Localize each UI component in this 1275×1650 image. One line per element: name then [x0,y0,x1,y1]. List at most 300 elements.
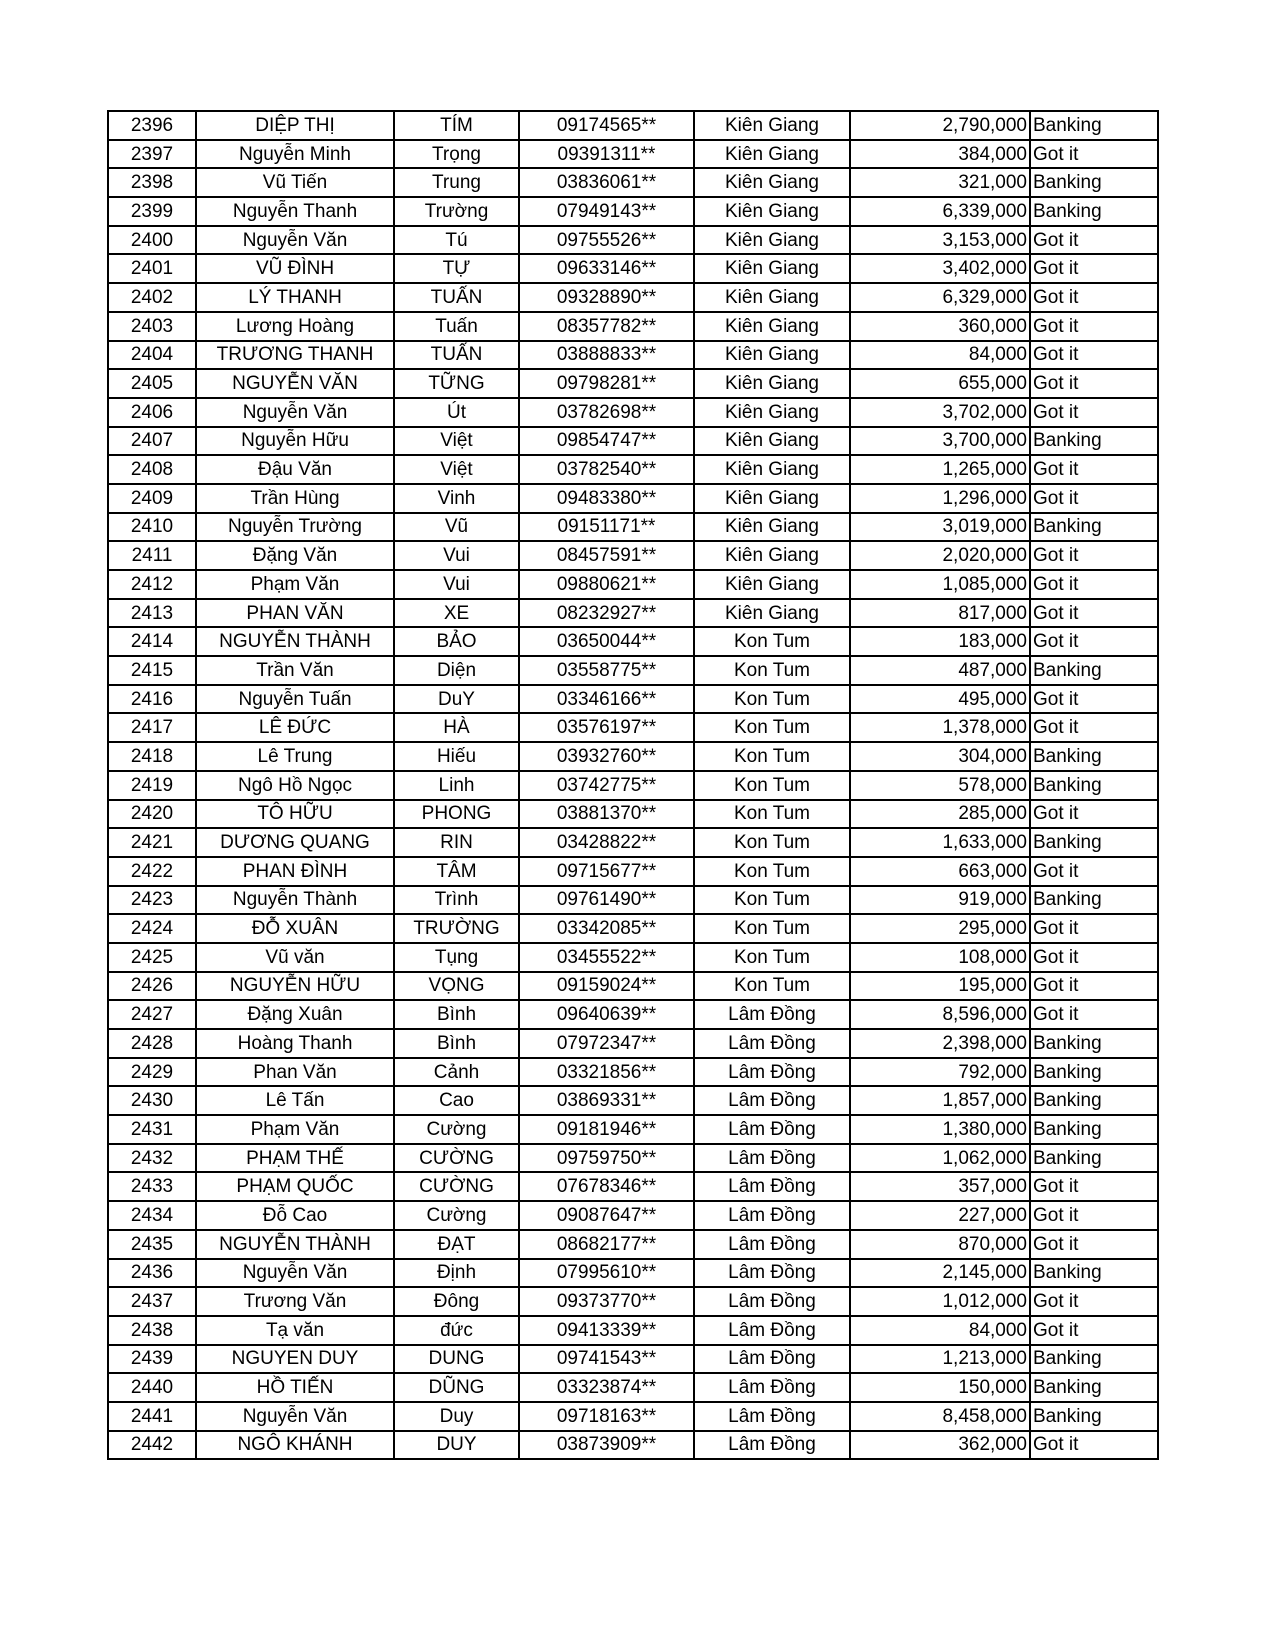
cell-last-name: Hiếu [394,742,519,771]
cell-status: Got it [1030,283,1158,312]
cell-phone-masked: 09718163** [519,1402,694,1431]
cell-row-number: 2420 [108,800,196,829]
cell-status: Got it [1030,857,1158,886]
cell-province: Kiên Giang [694,111,850,140]
cell-phone-masked: 09328890** [519,283,694,312]
table-row [108,1172,1158,1201]
cell-amount: 1,633,000 [850,828,1030,857]
cell-first-middle-name: DƯƠNG QUANG [196,828,394,857]
cell-phone-masked: 07972347** [519,1029,694,1058]
cell-phone-masked: 08232927** [519,599,694,628]
table-row [108,283,1158,312]
table-row [108,541,1158,570]
cell-province: Kiên Giang [694,398,850,427]
cell-phone-masked: 08682177** [519,1230,694,1259]
cell-last-name: Định [394,1259,519,1288]
cell-amount: 2,145,000 [850,1259,1030,1288]
cell-status: Banking [1030,771,1158,800]
cell-first-middle-name: Nguyễn Thành [196,886,394,915]
cell-phone-masked: 08357782** [519,312,694,341]
cell-status: Got it [1030,1201,1158,1230]
cell-row-number: 2438 [108,1316,196,1345]
cell-amount: 8,596,000 [850,1000,1030,1029]
table-row [108,1029,1158,1058]
cell-status: Got it [1030,1287,1158,1316]
cell-phone-masked: 09159024** [519,972,694,1001]
table-row [108,972,1158,1001]
cell-status: Got it [1030,254,1158,283]
cell-first-middle-name: Phạm Văn [196,1115,394,1144]
cell-status: Got it [1030,713,1158,742]
cell-amount: 792,000 [850,1058,1030,1087]
cell-last-name: TÂM [394,857,519,886]
cell-amount: 663,000 [850,857,1030,886]
cell-first-middle-name: PHẠM THẾ [196,1144,394,1173]
table-row [108,398,1158,427]
cell-row-number: 2413 [108,599,196,628]
table-row [108,369,1158,398]
cell-row-number: 2409 [108,484,196,513]
cell-last-name: TỮNG [394,369,519,398]
cell-status: Got it [1030,455,1158,484]
table-row [108,226,1158,255]
cell-phone-masked: 03932760** [519,742,694,771]
cell-first-middle-name: Nguyễn Thanh [196,197,394,226]
cell-province: Kiên Giang [694,427,850,456]
table-row [108,1086,1158,1115]
cell-first-middle-name: NGÔ KHÁNH [196,1431,394,1460]
cell-phone-masked: 03881370** [519,800,694,829]
cell-first-middle-name: Đặng Xuân [196,1000,394,1029]
cell-province: Kon Tum [694,828,850,857]
cell-amount: 360,000 [850,312,1030,341]
cell-status: Banking [1030,656,1158,685]
cell-status: Banking [1030,1373,1158,1402]
cell-phone-masked: 09880621** [519,570,694,599]
cell-last-name: DUNG [394,1345,519,1374]
cell-province: Lâm Đồng [694,1230,850,1259]
cell-phone-masked: 09181946** [519,1115,694,1144]
cell-status: Got it [1030,1172,1158,1201]
cell-phone-masked: 09391311** [519,140,694,169]
cell-phone-masked: 07949143** [519,197,694,226]
cell-last-name: DŨNG [394,1373,519,1402]
table-row [108,1201,1158,1230]
cell-province: Lâm Đồng [694,1144,850,1173]
cell-last-name: Đông [394,1287,519,1316]
cell-first-middle-name: Lương Hoàng [196,312,394,341]
table-row [108,914,1158,943]
cell-phone-masked: 03782698** [519,398,694,427]
cell-row-number: 2435 [108,1230,196,1259]
cell-phone-masked: 09151171** [519,513,694,542]
table-row [108,857,1158,886]
table-row [108,484,1158,513]
table-row [108,800,1158,829]
cell-last-name: Trung [394,168,519,197]
cell-status: Got it [1030,599,1158,628]
cell-province: Kiên Giang [694,369,850,398]
cell-row-number: 2429 [108,1058,196,1087]
cell-last-name: Vui [394,541,519,570]
cell-first-middle-name: TÔ HỮU [196,800,394,829]
cell-first-middle-name: Lê Tấn [196,1086,394,1115]
cell-amount: 495,000 [850,685,1030,714]
cell-amount: 1,062,000 [850,1144,1030,1173]
cell-province: Lâm Đồng [694,1058,850,1087]
cell-phone-masked: 09854747** [519,427,694,456]
cell-first-middle-name: PHAN ĐÌNH [196,857,394,886]
cell-amount: 183,000 [850,627,1030,656]
cell-amount: 1,380,000 [850,1115,1030,1144]
cell-province: Kiên Giang [694,312,850,341]
cell-phone-masked: 03455522** [519,943,694,972]
table-row [108,1000,1158,1029]
cell-last-name: Cường [394,1115,519,1144]
cell-row-number: 2432 [108,1144,196,1173]
cell-row-number: 2428 [108,1029,196,1058]
cell-province: Lâm Đồng [694,1316,850,1345]
cell-province: Lâm Đồng [694,1201,850,1230]
cell-province: Kon Tum [694,886,850,915]
cell-province: Kiên Giang [694,541,850,570]
table-row [108,140,1158,169]
table-row [108,1287,1158,1316]
cell-amount: 1,296,000 [850,484,1030,513]
cell-phone-masked: 09798281** [519,369,694,398]
cell-amount: 84,000 [850,341,1030,370]
cell-status: Banking [1030,1345,1158,1374]
cell-last-name: BẢO [394,627,519,656]
cell-status: Banking [1030,1144,1158,1173]
cell-last-name: Tụng [394,943,519,972]
cell-last-name: Việt [394,455,519,484]
cell-province: Kiên Giang [694,254,850,283]
cell-amount: 6,329,000 [850,283,1030,312]
table-row [108,427,1158,456]
table-row [108,1431,1158,1460]
cell-amount: 1,012,000 [850,1287,1030,1316]
cell-province: Kon Tum [694,713,850,742]
cell-status: Banking [1030,111,1158,140]
cell-first-middle-name: Lê Trung [196,742,394,771]
cell-amount: 578,000 [850,771,1030,800]
cell-amount: 919,000 [850,886,1030,915]
table-row [108,685,1158,714]
cell-last-name: Tuấn [394,312,519,341]
cell-amount: 362,000 [850,1431,1030,1460]
cell-last-name: PHONG [394,800,519,829]
cell-first-middle-name: Đậu Văn [196,455,394,484]
cell-last-name: XE [394,599,519,628]
cell-phone-masked: 03321856** [519,1058,694,1087]
cell-province: Kon Tum [694,627,850,656]
cell-amount: 817,000 [850,599,1030,628]
cell-phone-masked: 03558775** [519,656,694,685]
cell-row-number: 2411 [108,541,196,570]
cell-row-number: 2399 [108,197,196,226]
cell-status: Got it [1030,800,1158,829]
cell-last-name: VỌNG [394,972,519,1001]
table-row [108,886,1158,915]
table-row [108,1259,1158,1288]
cell-amount: 108,000 [850,943,1030,972]
cell-row-number: 2412 [108,570,196,599]
cell-last-name: Cao [394,1086,519,1115]
table-row [108,312,1158,341]
cell-status: Got it [1030,570,1158,599]
cell-row-number: 2431 [108,1115,196,1144]
cell-status: Got it [1030,1431,1158,1460]
cell-first-middle-name: Phạm Văn [196,570,394,599]
cell-row-number: 2417 [108,713,196,742]
cell-amount: 295,000 [850,914,1030,943]
cell-last-name: HÀ [394,713,519,742]
cell-status: Banking [1030,168,1158,197]
cell-province: Lâm Đồng [694,1115,850,1144]
cell-province: Kiên Giang [694,197,850,226]
cell-first-middle-name: NGUYỄN THÀNH [196,1230,394,1259]
cell-status: Got it [1030,943,1158,972]
cell-first-middle-name: Nguyễn Tuấn [196,685,394,714]
cell-status: Banking [1030,1086,1158,1115]
cell-phone-masked: 03428822** [519,828,694,857]
cell-row-number: 2400 [108,226,196,255]
table-row [108,1316,1158,1345]
cell-province: Kiên Giang [694,513,850,542]
cell-first-middle-name: Nguyễn Trường [196,513,394,542]
recipients-table [107,110,1159,1460]
cell-status: Got it [1030,685,1158,714]
cell-amount: 285,000 [850,800,1030,829]
cell-phone-masked: 09715677** [519,857,694,886]
cell-phone-masked: 09640639** [519,1000,694,1029]
table-row [108,1402,1158,1431]
table-row [108,254,1158,283]
cell-first-middle-name: Trần Văn [196,656,394,685]
cell-amount: 655,000 [850,369,1030,398]
cell-amount: 357,000 [850,1172,1030,1201]
cell-phone-masked: 03342085** [519,914,694,943]
cell-row-number: 2437 [108,1287,196,1316]
table-row [108,570,1158,599]
cell-province: Kiên Giang [694,168,850,197]
cell-first-middle-name: VŨ ĐÌNH [196,254,394,283]
cell-last-name: Cường [394,1201,519,1230]
cell-amount: 150,000 [850,1373,1030,1402]
table-row [108,197,1158,226]
cell-phone-masked: 03650044** [519,627,694,656]
cell-phone-masked: 09174565** [519,111,694,140]
cell-first-middle-name: NGUYỄN VĂN [196,369,394,398]
cell-row-number: 2398 [108,168,196,197]
cell-first-middle-name: NGUYỄN HỮU [196,972,394,1001]
cell-row-number: 2430 [108,1086,196,1115]
cell-status: Got it [1030,398,1158,427]
table-row [108,627,1158,656]
cell-row-number: 2406 [108,398,196,427]
cell-phone-masked: 09761490** [519,886,694,915]
cell-amount: 84,000 [850,1316,1030,1345]
cell-last-name: Duy [394,1402,519,1431]
cell-province: Kon Tum [694,685,850,714]
cell-last-name: CƯỜNG [394,1144,519,1173]
table-row [108,341,1158,370]
table-row [108,168,1158,197]
cell-status: Got it [1030,1316,1158,1345]
cell-first-middle-name: LÊ ĐỨC [196,713,394,742]
cell-last-name: TUẤN [394,283,519,312]
cell-province: Lâm Đồng [694,1431,850,1460]
cell-province: Kon Tum [694,972,850,1001]
table-row [108,1115,1158,1144]
cell-first-middle-name: Tạ văn [196,1316,394,1345]
cell-row-number: 2424 [108,914,196,943]
cell-last-name: ĐẠT [394,1230,519,1259]
cell-last-name: Vinh [394,484,519,513]
cell-status: Got it [1030,1000,1158,1029]
cell-amount: 487,000 [850,656,1030,685]
cell-row-number: 2442 [108,1431,196,1460]
cell-status: Got it [1030,627,1158,656]
cell-amount: 870,000 [850,1230,1030,1259]
cell-province: Kiên Giang [694,570,850,599]
cell-province: Kon Tum [694,943,850,972]
cell-amount: 321,000 [850,168,1030,197]
cell-phone-masked: 03782540** [519,455,694,484]
cell-first-middle-name: PHAN VĂN [196,599,394,628]
cell-last-name: TÍM [394,111,519,140]
cell-last-name: DuY [394,685,519,714]
table-row [108,828,1158,857]
cell-first-middle-name: Ngô Hồ Ngọc [196,771,394,800]
table-row [108,1058,1158,1087]
table-row [108,943,1158,972]
cell-province: Lâm Đồng [694,1402,850,1431]
cell-status: Banking [1030,886,1158,915]
table-row [108,1373,1158,1402]
table-row [108,455,1158,484]
cell-row-number: 2436 [108,1259,196,1288]
table-row [108,713,1158,742]
cell-amount: 1,857,000 [850,1086,1030,1115]
cell-row-number: 2415 [108,656,196,685]
table-row [108,771,1158,800]
cell-last-name: TUẤN [394,341,519,370]
cell-last-name: Út [394,398,519,427]
cell-amount: 3,153,000 [850,226,1030,255]
cell-status: Banking [1030,1259,1158,1288]
cell-row-number: 2422 [108,857,196,886]
cell-phone-masked: 09755526** [519,226,694,255]
cell-status: Banking [1030,1115,1158,1144]
cell-last-name: Trường [394,197,519,226]
table-row [108,656,1158,685]
cell-phone-masked: 09373770** [519,1287,694,1316]
table-row [108,111,1158,140]
cell-row-number: 2401 [108,254,196,283]
cell-row-number: 2403 [108,312,196,341]
cell-amount: 2,020,000 [850,541,1030,570]
cell-status: Banking [1030,427,1158,456]
cell-row-number: 2402 [108,283,196,312]
cell-phone-masked: 09483380** [519,484,694,513]
cell-amount: 3,019,000 [850,513,1030,542]
cell-row-number: 2407 [108,427,196,456]
cell-province: Lâm Đồng [694,1086,850,1115]
cell-row-number: 2439 [108,1345,196,1374]
cell-row-number: 2418 [108,742,196,771]
cell-status: Banking [1030,197,1158,226]
cell-first-middle-name: Nguyễn Hữu [196,427,394,456]
cell-row-number: 2414 [108,627,196,656]
cell-province: Kon Tum [694,771,850,800]
cell-first-middle-name: PHẠM QUỐC [196,1172,394,1201]
cell-row-number: 2421 [108,828,196,857]
cell-amount: 3,702,000 [850,398,1030,427]
cell-last-name: Diện [394,656,519,685]
cell-phone-masked: 09741543** [519,1345,694,1374]
cell-last-name: Vui [394,570,519,599]
cell-amount: 304,000 [850,742,1030,771]
cell-first-middle-name: ĐỖ XUÂN [196,914,394,943]
table-body [108,111,1158,1459]
table-row [108,513,1158,542]
cell-amount: 1,085,000 [850,570,1030,599]
cell-last-name: TỰ [394,254,519,283]
cell-last-name: Việt [394,427,519,456]
cell-row-number: 2396 [108,111,196,140]
cell-status: Got it [1030,972,1158,1001]
cell-row-number: 2405 [108,369,196,398]
cell-row-number: 2433 [108,1172,196,1201]
cell-row-number: 2419 [108,771,196,800]
cell-phone-masked: 09759750** [519,1144,694,1173]
cell-last-name: TRƯỜNG [394,914,519,943]
cell-last-name: Vũ [394,513,519,542]
cell-last-name: Bình [394,1029,519,1058]
table-row [108,599,1158,628]
cell-phone-masked: 07995610** [519,1259,694,1288]
cell-row-number: 2404 [108,341,196,370]
cell-row-number: 2416 [108,685,196,714]
cell-first-middle-name: Vũ văn [196,943,394,972]
cell-province: Kon Tum [694,742,850,771]
cell-first-middle-name: Nguyễn Văn [196,226,394,255]
cell-first-middle-name: Trương Văn [196,1287,394,1316]
cell-first-middle-name: Vũ Tiến [196,168,394,197]
cell-first-middle-name: Đặng Văn [196,541,394,570]
cell-status: Got it [1030,914,1158,943]
cell-phone-masked: 03873909** [519,1431,694,1460]
cell-last-name: đức [394,1316,519,1345]
cell-first-middle-name: Nguyễn Văn [196,1402,394,1431]
cell-first-middle-name: Phan Văn [196,1058,394,1087]
cell-status: Banking [1030,742,1158,771]
cell-amount: 3,402,000 [850,254,1030,283]
cell-status: Got it [1030,484,1158,513]
cell-phone-masked: 07678346** [519,1172,694,1201]
cell-province: Lâm Đồng [694,1029,850,1058]
cell-phone-masked: 03742775** [519,771,694,800]
cell-row-number: 2397 [108,140,196,169]
table-row [108,1144,1158,1173]
cell-province: Lâm Đồng [694,1000,850,1029]
cell-status: Banking [1030,1058,1158,1087]
cell-status: Got it [1030,140,1158,169]
cell-last-name: Bình [394,1000,519,1029]
cell-first-middle-name: Đỗ Cao [196,1201,394,1230]
